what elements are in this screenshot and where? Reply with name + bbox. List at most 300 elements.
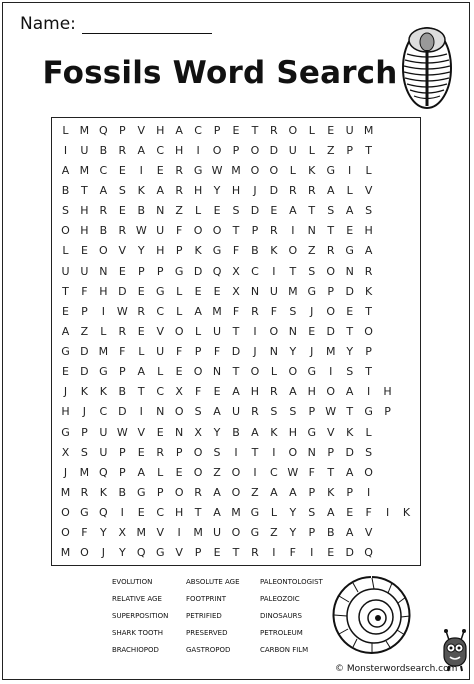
grid-letter[interactable]: P — [232, 143, 240, 157]
grid-letter[interactable]: U — [213, 324, 222, 338]
grid-letter[interactable]: Y — [289, 526, 297, 540]
grid-letter[interactable]: P — [251, 224, 259, 238]
grid-letter[interactable]: M — [325, 345, 336, 359]
grid-letter[interactable]: O — [231, 465, 241, 479]
grid-letter[interactable]: G — [250, 506, 260, 520]
grid-letter[interactable]: G — [307, 284, 317, 298]
grid-letter[interactable]: S — [232, 204, 240, 218]
grid-letter[interactable] — [397, 342, 416, 362]
grid-letter[interactable]: E — [194, 284, 202, 298]
grid-letter[interactable]: N — [99, 264, 108, 278]
grid-letter[interactable]: L — [176, 304, 183, 318]
grid-letter[interactable] — [397, 221, 416, 241]
grid-letter[interactable]: X — [194, 425, 202, 439]
grid-letter[interactable] — [378, 120, 397, 140]
grid-letter[interactable]: A — [61, 324, 70, 338]
grid-letter[interactable]: H — [175, 506, 184, 520]
grid-letter[interactable]: O — [326, 385, 336, 399]
grid-letter[interactable]: K — [308, 163, 316, 177]
grid-letter[interactable]: V — [137, 123, 146, 137]
grid-letter[interactable]: D — [345, 445, 354, 459]
grid-letter[interactable]: D — [269, 143, 279, 157]
grid-letter[interactable]: N — [269, 345, 278, 359]
grid-letter[interactable]: D — [80, 365, 89, 379]
grid-letter[interactable]: L — [62, 123, 69, 137]
grid-letter[interactable]: M — [136, 526, 146, 540]
grid-letter[interactable]: F — [213, 345, 221, 359]
grid-letter[interactable]: T — [251, 445, 259, 459]
grid-letter[interactable]: K — [194, 244, 202, 258]
grid-letter[interactable]: T — [365, 143, 372, 157]
grid-letter[interactable]: U — [156, 345, 165, 359]
grid-letter[interactable]: L — [365, 163, 372, 177]
grid-letter[interactable]: O — [231, 486, 241, 500]
grid-letter[interactable]: K — [270, 425, 278, 439]
grid-letter[interactable]: E — [346, 506, 354, 520]
grid-letter[interactable]: T — [365, 304, 372, 318]
grid-letter[interactable]: I — [348, 163, 352, 177]
grid-letter[interactable]: I — [272, 546, 276, 560]
grid-letter[interactable]: O — [193, 365, 203, 379]
grid-letter[interactable]: P — [175, 445, 183, 459]
grid-letter[interactable]: Y — [213, 183, 221, 197]
grid-letter[interactable] — [397, 442, 416, 462]
grid-letter[interactable]: R — [364, 264, 373, 278]
grid-letter[interactable]: A — [232, 385, 240, 399]
grid-letter[interactable]: F — [81, 284, 88, 298]
grid-letter[interactable]: F — [270, 304, 278, 318]
grid-letter[interactable]: C — [251, 264, 259, 278]
grid-letter[interactable] — [378, 442, 397, 462]
grid-letter[interactable]: O — [250, 163, 260, 177]
grid-letter[interactable]: G — [136, 486, 146, 500]
grid-letter[interactable]: A — [137, 465, 146, 479]
grid-letter[interactable] — [378, 301, 397, 321]
grid-letter[interactable]: G — [61, 345, 70, 359]
grid-letter[interactable] — [397, 402, 416, 422]
grid-letter[interactable]: P — [308, 486, 316, 500]
grid-letter[interactable]: V — [175, 546, 183, 560]
grid-letter[interactable]: N — [345, 264, 354, 278]
grid-letter[interactable]: R — [118, 224, 127, 238]
grid-letter[interactable]: B — [251, 244, 259, 258]
grid-letter[interactable]: X — [232, 284, 240, 298]
grid-letter[interactable]: L — [308, 123, 315, 137]
grid-letter[interactable]: L — [270, 506, 277, 520]
grid-letter[interactable]: R — [251, 405, 259, 419]
grid-letter[interactable]: S — [289, 304, 297, 318]
grid-letter[interactable]: G — [174, 264, 184, 278]
grid-letter[interactable]: H — [250, 385, 260, 399]
grid-letter[interactable]: E — [61, 304, 69, 318]
grid-letter[interactable]: Z — [80, 324, 89, 338]
grid-letter[interactable]: A — [61, 163, 70, 177]
grid-letter[interactable]: H — [383, 385, 392, 399]
grid-letter[interactable]: P — [308, 526, 316, 540]
grid-letter[interactable]: L — [308, 143, 315, 157]
grid-letter[interactable]: O — [326, 264, 336, 278]
grid-letter[interactable]: A — [251, 425, 259, 439]
grid-letter[interactable] — [397, 543, 416, 563]
grid-letter[interactable]: Q — [136, 546, 146, 560]
grid-letter[interactable]: K — [99, 486, 107, 500]
grid-letter[interactable]: J — [63, 465, 68, 479]
grid-letter[interactable]: A — [326, 183, 335, 197]
grid-letter[interactable] — [397, 422, 416, 442]
grid-letter[interactable]: U — [99, 425, 108, 439]
grid-letter[interactable]: T — [232, 224, 240, 238]
grid-letter[interactable]: U — [80, 264, 89, 278]
grid-letter[interactable]: I — [272, 445, 276, 459]
grid-letter[interactable]: U — [156, 224, 165, 238]
grid-letter[interactable]: S — [270, 405, 278, 419]
grid-letter[interactable]: X — [175, 385, 183, 399]
grid-letter[interactable]: G — [364, 405, 373, 419]
grid-letter[interactable]: G — [80, 506, 89, 520]
grid-letter[interactable]: Y — [346, 345, 354, 359]
grid-letter[interactable]: A — [345, 204, 354, 218]
grid-letter[interactable]: L — [157, 465, 164, 479]
grid-letter[interactable]: W — [135, 224, 147, 238]
grid-letter[interactable]: E — [61, 365, 69, 379]
grid-letter[interactable]: P — [156, 264, 164, 278]
grid-letter[interactable]: O — [250, 143, 260, 157]
grid-letter[interactable]: F — [232, 244, 240, 258]
grid-letter[interactable]: W — [116, 425, 128, 439]
grid-letter[interactable] — [378, 160, 397, 180]
grid-letter[interactable]: J — [101, 546, 105, 560]
grid-letter[interactable]: P — [118, 123, 126, 137]
grid-letter[interactable]: G — [193, 163, 203, 177]
grid-letter[interactable]: K — [137, 183, 145, 197]
grid-letter[interactable]: R — [326, 244, 335, 258]
grid-letter[interactable]: T — [346, 405, 354, 419]
grid-letter[interactable]: W — [211, 163, 223, 177]
grid-letter[interactable] — [397, 281, 416, 301]
grid-letter[interactable]: I — [367, 385, 371, 399]
grid-letter[interactable]: J — [253, 345, 257, 359]
grid-letter[interactable]: F — [175, 224, 183, 238]
grid-letter[interactable]: B — [61, 183, 70, 197]
grid-letter[interactable]: P — [175, 244, 183, 258]
grid-letter[interactable]: O — [288, 244, 298, 258]
grid-letter[interactable]: U — [99, 445, 108, 459]
grid-letter[interactable]: E — [137, 506, 145, 520]
grid-letter[interactable]: S — [213, 445, 221, 459]
grid-letter[interactable]: Q — [364, 546, 373, 560]
grid-letter[interactable]: M — [363, 123, 374, 137]
grid-letter[interactable]: R — [270, 123, 278, 137]
grid-letter[interactable]: E — [118, 163, 126, 177]
grid-letter[interactable]: V — [156, 324, 164, 338]
grid-letter[interactable] — [378, 140, 397, 160]
grid-letter[interactable]: T — [232, 546, 240, 560]
grid-letter[interactable]: G — [307, 425, 317, 439]
grid-letter[interactable]: N — [307, 224, 316, 238]
grid-letter[interactable]: O — [364, 465, 373, 479]
grid-letter[interactable]: R — [194, 486, 202, 500]
grid-letter[interactable]: S — [118, 183, 126, 197]
grid-letter[interactable]: G — [326, 163, 335, 177]
grid-letter[interactable]: B — [99, 224, 108, 238]
grid-letter[interactable] — [397, 180, 416, 200]
grid-letter[interactable]: Q — [212, 264, 222, 278]
grid-letter[interactable]: O — [250, 365, 260, 379]
grid-letter[interactable]: Y — [99, 526, 107, 540]
grid-letter[interactable]: R — [251, 546, 259, 560]
grid-letter[interactable]: I — [310, 546, 314, 560]
grid-letter[interactable]: B — [99, 143, 108, 157]
grid-letter[interactable]: S — [365, 445, 373, 459]
grid-letter[interactable]: C — [156, 304, 165, 318]
grid-letter[interactable]: M — [79, 123, 90, 137]
grid-letter[interactable]: D — [80, 345, 89, 359]
grid-letter[interactable] — [378, 261, 397, 281]
grid-letter[interactable]: D — [118, 405, 127, 419]
grid-letter[interactable]: I — [385, 506, 390, 520]
grid-letter[interactable]: H — [288, 425, 297, 439]
grid-letter[interactable]: A — [213, 486, 221, 500]
grid-letter[interactable]: H — [175, 143, 184, 157]
grid-letter[interactable]: O — [61, 224, 70, 238]
grid-letter[interactable]: N — [175, 425, 184, 439]
grid-letter[interactable]: O — [288, 445, 298, 459]
grid-letter[interactable]: E — [175, 465, 183, 479]
grid-letter[interactable]: Z — [175, 204, 183, 218]
grid-letter[interactable]: C — [156, 506, 165, 520]
grid-letter[interactable]: R — [80, 486, 89, 500]
grid-letter[interactable]: N — [212, 365, 222, 379]
grid-letter[interactable]: K — [346, 425, 354, 439]
grid-letter[interactable]: A — [137, 365, 146, 379]
grid-letter[interactable]: O — [326, 304, 336, 318]
grid-letter[interactable]: Y — [213, 425, 221, 439]
grid-letter[interactable]: I — [63, 143, 68, 157]
grid-letter[interactable]: R — [270, 224, 278, 238]
grid-letter[interactable] — [397, 261, 416, 281]
grid-letter[interactable]: D — [326, 324, 335, 338]
grid-letter[interactable]: D — [269, 183, 279, 197]
grid-letter[interactable]: P — [346, 143, 353, 157]
grid-letter[interactable]: L — [195, 204, 202, 218]
grid-letter[interactable]: T — [81, 183, 88, 197]
grid-letter[interactable]: L — [157, 365, 164, 379]
grid-letter[interactable]: M — [79, 465, 90, 479]
grid-letter[interactable]: E — [175, 365, 183, 379]
grid-letter[interactable]: G — [250, 526, 260, 540]
grid-letter[interactable]: R — [118, 143, 127, 157]
grid-letter[interactable]: E — [137, 284, 145, 298]
grid-letter[interactable]: L — [138, 345, 145, 359]
grid-letter[interactable]: P — [156, 486, 164, 500]
grid-letter[interactable]: A — [270, 486, 278, 500]
grid-letter[interactable] — [378, 201, 397, 221]
grid-letter[interactable]: L — [289, 163, 296, 177]
grid-letter[interactable]: B — [326, 526, 335, 540]
grid-letter[interactable]: I — [367, 486, 371, 500]
grid-letter[interactable]: J — [310, 345, 314, 359]
grid-letter[interactable]: E — [213, 284, 221, 298]
grid-letter[interactable]: Y — [289, 506, 297, 520]
grid-letter[interactable]: Y — [137, 244, 145, 258]
grid-letter[interactable]: O — [269, 163, 279, 177]
grid-letter[interactable]: R — [270, 385, 278, 399]
grid-letter[interactable]: G — [307, 365, 317, 379]
grid-letter[interactable]: Y — [118, 546, 126, 560]
grid-letter[interactable]: V — [118, 244, 127, 258]
grid-letter[interactable]: P — [81, 425, 88, 439]
grid-letter[interactable]: N — [250, 284, 260, 298]
grid-letter[interactable]: F — [365, 506, 372, 520]
grid-letter[interactable]: F — [289, 546, 296, 560]
grid-letter[interactable]: I — [329, 365, 333, 379]
grid-letter[interactable]: H — [307, 385, 316, 399]
grid-letter[interactable]: P — [308, 405, 316, 419]
grid-letter[interactable]: S — [308, 264, 316, 278]
grid-letter[interactable]: Z — [308, 244, 316, 258]
grid-letter[interactable]: O — [61, 506, 70, 520]
grid-letter[interactable]: E — [327, 123, 335, 137]
grid-letter[interactable]: A — [213, 405, 221, 419]
grid-letter[interactable]: V — [156, 526, 164, 540]
grid-letter[interactable] — [378, 241, 397, 261]
grid-letter[interactable] — [378, 422, 397, 442]
grid-letter[interactable] — [378, 543, 397, 563]
grid-letter[interactable]: Y — [289, 345, 297, 359]
grid-letter[interactable]: C — [99, 163, 108, 177]
grid-letter[interactable]: E — [156, 163, 164, 177]
grid-letter[interactable]: M — [98, 345, 109, 359]
grid-letter[interactable]: L — [365, 425, 372, 439]
grid-letter[interactable]: X — [232, 264, 240, 278]
grid-letter[interactable]: K — [99, 385, 107, 399]
grid-letter[interactable]: G — [61, 425, 70, 439]
grid-letter[interactable]: B — [232, 425, 240, 439]
grid-letter[interactable]: D — [231, 345, 241, 359]
grid-letter[interactable]: O — [193, 445, 203, 459]
grid-letter[interactable]: A — [156, 183, 164, 197]
grid-letter[interactable]: R — [99, 204, 108, 218]
grid-letter[interactable]: P — [137, 264, 145, 278]
grid-letter[interactable]: Q — [99, 123, 108, 137]
grid-letter[interactable]: V — [326, 425, 335, 439]
grid-letter[interactable]: V — [364, 183, 373, 197]
grid-letter[interactable]: T — [251, 123, 259, 137]
grid-letter[interactable]: W — [116, 304, 128, 318]
grid-letter[interactable] — [397, 201, 416, 221]
grid-letter[interactable]: I — [272, 264, 276, 278]
grid-letter[interactable]: P — [81, 304, 88, 318]
name-field-line[interactable] — [82, 17, 212, 34]
grid-letter[interactable]: O — [212, 143, 222, 157]
grid-letter[interactable]: B — [118, 385, 127, 399]
grid-letter[interactable] — [397, 120, 416, 140]
grid-letter[interactable] — [378, 281, 397, 301]
grid-letter[interactable] — [378, 342, 397, 362]
grid-letter[interactable]: F — [308, 465, 315, 479]
grid-letter[interactable]: P — [118, 465, 126, 479]
grid-letter[interactable]: E — [156, 425, 164, 439]
grid-letter[interactable]: Q — [99, 465, 108, 479]
grid-letter[interactable] — [378, 523, 397, 543]
grid-letter[interactable]: J — [310, 304, 314, 318]
grid-letter[interactable]: S — [346, 365, 354, 379]
grid-letter[interactable] — [397, 382, 416, 402]
grid-letter[interactable]: O — [174, 405, 184, 419]
grid-letter[interactable] — [397, 482, 416, 502]
grid-letter[interactable]: I — [291, 224, 295, 238]
grid-letter[interactable]: J — [253, 183, 257, 197]
grid-letter[interactable]: O — [99, 244, 108, 258]
grid-letter[interactable]: O — [193, 224, 203, 238]
grid-letter[interactable]: U — [61, 264, 70, 278]
grid-letter[interactable]: P — [346, 486, 353, 500]
grid-letter[interactable]: W — [287, 465, 299, 479]
grid-letter[interactable]: E — [213, 546, 221, 560]
grid-letter[interactable]: C — [99, 405, 108, 419]
grid-letter[interactable]: K — [365, 284, 373, 298]
grid-letter[interactable]: R — [137, 304, 146, 318]
grid-letter[interactable]: O — [174, 324, 184, 338]
grid-letter[interactable]: A — [326, 506, 335, 520]
grid-letter[interactable]: A — [345, 526, 354, 540]
grid-letter[interactable]: T — [62, 284, 69, 298]
grid-letter[interactable]: L — [176, 284, 183, 298]
grid-letter[interactable]: I — [101, 304, 105, 318]
grid-letter[interactable]: A — [194, 304, 202, 318]
grid-letter[interactable]: I — [196, 143, 200, 157]
grid-letter[interactable]: E — [213, 385, 221, 399]
grid-letter[interactable]: T — [346, 324, 354, 338]
grid-letter[interactable]: H — [193, 183, 203, 197]
grid-letter[interactable]: T — [365, 365, 372, 379]
grid-letter[interactable]: H — [99, 284, 108, 298]
grid-letter[interactable]: S — [365, 204, 373, 218]
grid-letter[interactable]: D — [345, 546, 354, 560]
grid-letter[interactable]: K — [80, 385, 89, 399]
grid-letter[interactable]: V — [364, 526, 373, 540]
grid-letter[interactable]: I — [234, 445, 238, 459]
grid-letter[interactable]: U — [345, 123, 354, 137]
grid-letter[interactable]: C — [156, 385, 165, 399]
grid-letter[interactable]: T — [232, 365, 240, 379]
grid-letter[interactable]: O — [231, 526, 241, 540]
grid-letter[interactable] — [378, 482, 397, 502]
grid-letter[interactable]: W — [325, 405, 337, 419]
grid-letter[interactable]: J — [82, 405, 87, 419]
grid-letter[interactable]: I — [253, 324, 257, 338]
grid-letter[interactable]: O — [174, 486, 184, 500]
grid-letter[interactable]: B — [118, 486, 127, 500]
grid-letter[interactable]: C — [270, 465, 278, 479]
grid-letter[interactable]: A — [175, 123, 183, 137]
grid-letter[interactable]: C — [194, 123, 202, 137]
grid-letter[interactable]: H — [80, 224, 89, 238]
grid-letter[interactable]: I — [253, 465, 257, 479]
grid-letter[interactable] — [378, 462, 397, 482]
grid-letter[interactable]: P — [327, 445, 335, 459]
grid-letter[interactable]: S — [194, 405, 202, 419]
grid-letter[interactable]: I — [139, 163, 143, 177]
grid-letter[interactable]: Z — [251, 486, 259, 500]
grid-letter[interactable]: E — [270, 204, 278, 218]
grid-letter[interactable]: J — [63, 385, 68, 399]
grid-letter[interactable]: P — [327, 284, 335, 298]
grid-letter[interactable]: L — [346, 183, 353, 197]
grid-letter[interactable]: S — [308, 506, 316, 520]
grid-letter[interactable]: G — [155, 546, 165, 560]
grid-letter[interactable]: I — [139, 405, 143, 419]
